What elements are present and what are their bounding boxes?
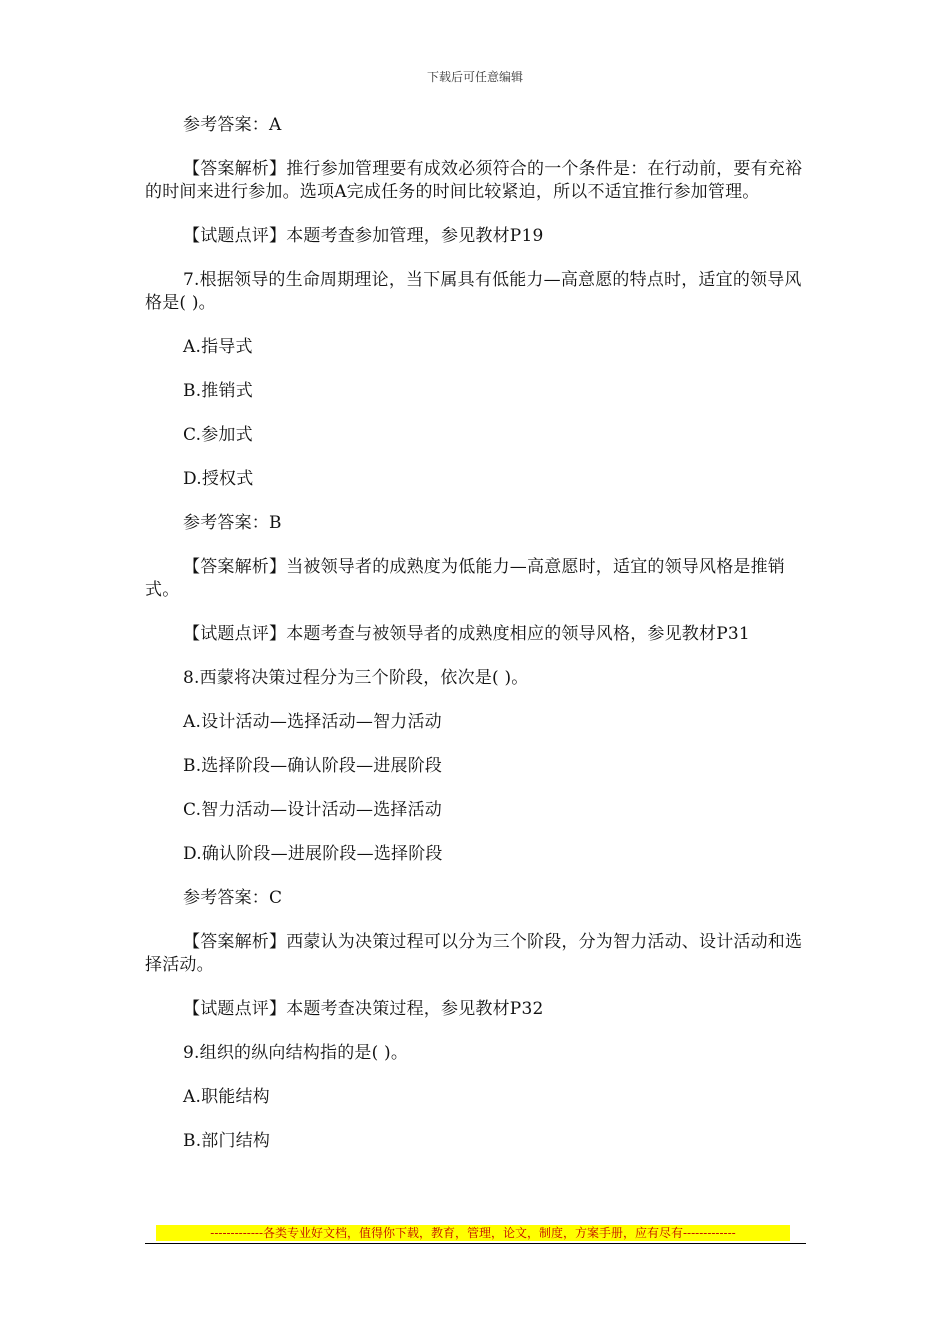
document-body: [145, 114, 805, 1174]
comment-8: 【试题点评】本题考查决策过程，参见教材P32: [183, 999, 544, 1019]
option-8a: A.设计活动—选择活动—智力活动: [183, 712, 442, 732]
option-7a: A.指导式: [183, 337, 253, 357]
answer-8: 参考答案：C: [183, 888, 283, 908]
option-7c: C.参加式: [183, 425, 253, 445]
question-7: 7.根据领导的生命周期理论，当下属具有低能力—高意愿的特点时，适宜的领导风格是( )。: [145, 270, 802, 313]
question-8: 8.西蒙将决策过程分为三个阶段，依次是( )。: [183, 668, 529, 688]
analysis-8: 【答案解析】西蒙认为决策过程可以分为三个阶段，分为智力活动、设计活动和选择活动。: [145, 932, 803, 975]
option-8b: B.选择阶段—确认阶段—进展阶段: [183, 756, 443, 776]
footer-banner: -------------各类专业好文档，值得你下载，教育，管理，论文，制度，方案手册，应有尽有-------------: [156, 1225, 790, 1241]
option-8c: C.智力活动—设计活动—选择活动: [183, 800, 443, 820]
comment-6: 【试题点评】本题考查参加管理，参见教材P19: [183, 226, 544, 246]
page-header: 下载后可任意编辑: [426, 70, 523, 84]
comment-7: 【试题点评】本题考查与被领导者的成熟度相应的领导风格，参见教材P31: [183, 624, 750, 644]
option-9a: A.职能结构: [183, 1087, 270, 1107]
analysis-7: 【答案解析】当被领导者的成熟度为低能力—高意愿时，适宜的领导风格是推销式。: [145, 557, 785, 600]
option-7d: D.授权式: [183, 469, 254, 489]
option-7b: B.推销式: [183, 381, 253, 401]
footer-divider: [145, 1243, 806, 1244]
analysis-6: 【答案解析】推行参加管理要有成效必须符合的一个条件是：在行动前，要有充裕的时间来进行参加。选项A完成任务的时间比较紧迫，所以不适宜推行参加管理。: [145, 159, 803, 202]
option-8d: D.确认阶段—进展阶段—选择阶段: [183, 844, 443, 864]
answer-a: 参考答案：A: [183, 115, 282, 135]
answer-7: 参考答案：B: [183, 513, 282, 533]
question-9: 9.组织的纵向结构指的是( )。: [183, 1043, 409, 1063]
option-9b: B.部门结构: [183, 1131, 271, 1151]
